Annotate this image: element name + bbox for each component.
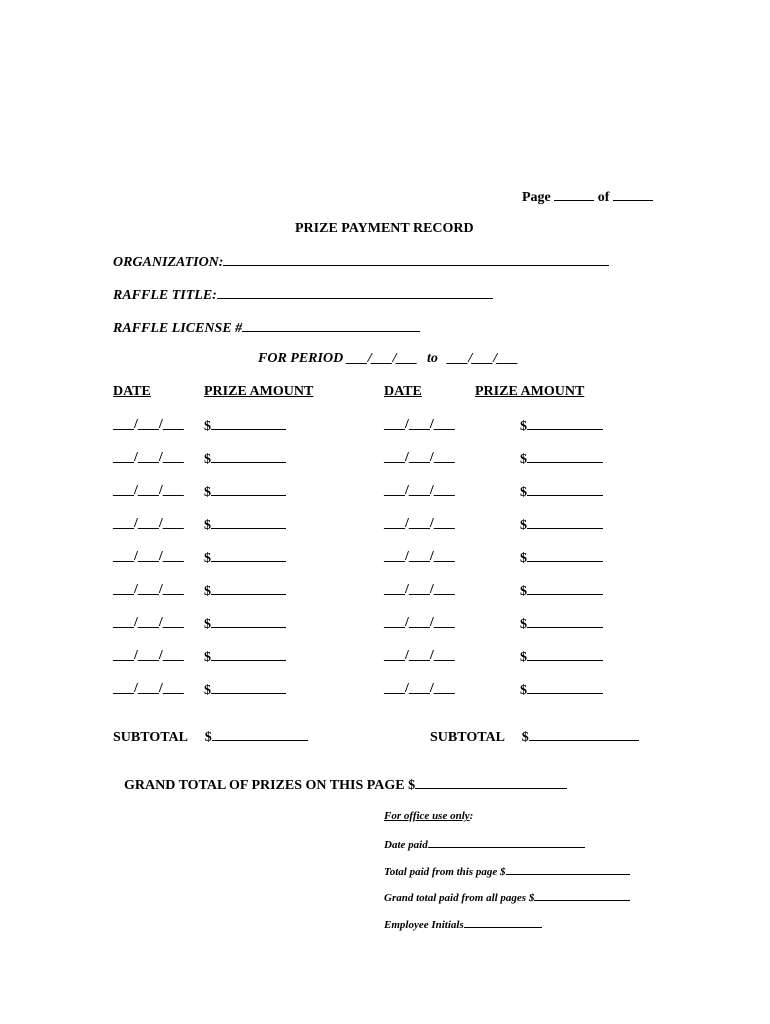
date-paid-label: Date paid — [384, 839, 428, 851]
for-period-field — [258, 351, 518, 367]
col-header-date-left: DATE — [113, 384, 151, 399]
office-use-colon: : — [469, 810, 474, 822]
table-row — [0, 648, 770, 668]
prize-amount-left — [204, 516, 286, 534]
grand-total-paid-label: Grand total paid from all pages $ — [384, 892, 535, 904]
raffle-title-blank[interactable] — [217, 286, 493, 299]
prize-amount-left — [204, 582, 286, 600]
prize-amount-left-blank[interactable] — [211, 549, 286, 562]
prize-amount-right-blank[interactable] — [527, 450, 603, 463]
dollar-sign: $ — [520, 617, 527, 632]
prize-amount-left-blank[interactable] — [211, 615, 286, 628]
total-paid-field — [384, 864, 630, 878]
prize-amount-left-blank[interactable] — [211, 516, 286, 529]
col-header-prize-right: PRIZE AMOUNT — [475, 384, 585, 399]
prize-amount-right-blank[interactable] — [527, 615, 603, 628]
date-entry-right[interactable]: ___/___/___ — [384, 549, 455, 564]
date-entry-left[interactable]: ___/___/___ — [113, 681, 184, 696]
raffle-title-field — [113, 286, 493, 304]
prize-amount-right — [520, 450, 603, 468]
table-row — [0, 483, 770, 503]
dollar-sign: $ — [520, 551, 527, 566]
prize-amount-left — [204, 450, 286, 468]
dollar-sign: $ — [204, 419, 211, 434]
prize-amount-right — [520, 681, 603, 699]
organization-field — [113, 253, 609, 271]
employee-initials-blank[interactable] — [464, 917, 542, 928]
dollar-sign: $ — [520, 452, 527, 467]
to-label: to — [426, 351, 438, 366]
raffle-license-label: RAFFLE LICENSE # — [113, 321, 243, 336]
col-header-date-right: DATE — [384, 384, 422, 399]
grand-total-line — [124, 776, 567, 794]
page-number-line — [522, 188, 653, 206]
prize-amount-left — [204, 615, 286, 633]
page-label: Page — [522, 190, 551, 205]
grand-total-paid-field — [384, 890, 630, 904]
grand-total-label: GRAND TOTAL OF PRIZES ON THIS PAGE $ — [124, 778, 416, 793]
prize-amount-right — [520, 582, 603, 600]
date-entry-right[interactable]: ___/___/___ — [384, 582, 455, 597]
of-label: of — [597, 190, 610, 205]
table-row — [0, 450, 770, 470]
table-row — [0, 615, 770, 635]
prize-amount-right — [520, 516, 603, 534]
date-entry-right[interactable]: ___/___/___ — [384, 516, 455, 531]
date-entry-left[interactable]: ___/___/___ — [113, 516, 184, 531]
dollar-sign: $ — [204, 518, 211, 533]
prize-amount-right — [520, 549, 603, 567]
page-number-blank[interactable] — [554, 188, 594, 201]
subtotal-right — [430, 728, 639, 746]
office-use-heading-text: For office use only — [384, 810, 470, 822]
date-paid-blank[interactable] — [428, 837, 585, 848]
date-entry-left[interactable]: ___/___/___ — [113, 648, 184, 663]
raffle-license-field — [113, 319, 420, 337]
prize-amount-right-blank[interactable] — [527, 549, 603, 562]
total-paid-label: Total paid from this page $ — [384, 866, 506, 878]
date-entry-right[interactable]: ___/___/___ — [384, 681, 455, 696]
dollar-sign: $ — [520, 650, 527, 665]
dollar-sign: $ — [204, 452, 211, 467]
date-entry-left[interactable]: ___/___/___ — [113, 582, 184, 597]
prize-amount-left — [204, 417, 286, 435]
prize-amount-left — [204, 549, 286, 567]
dollar-sign: $ — [520, 518, 527, 533]
organization-blank[interactable] — [223, 253, 609, 266]
subtotal-left-blank[interactable] — [212, 728, 308, 741]
subtotal-left — [113, 728, 308, 746]
table-row — [0, 417, 770, 437]
page-title: PRIZE PAYMENT RECORD — [295, 221, 474, 236]
date-paid-field — [384, 837, 585, 851]
period-end-date[interactable]: ___/___/___ — [447, 351, 519, 366]
dollar-sign: $ — [520, 419, 527, 434]
prize-amount-left-blank[interactable] — [211, 483, 286, 496]
dollar-sign: $ — [204, 584, 211, 599]
dollar-sign: $ — [204, 485, 211, 500]
date-entry-right[interactable]: ___/___/___ — [384, 450, 455, 465]
dollar-sign: $ — [204, 551, 211, 566]
dollar-sign: $ — [520, 584, 527, 599]
date-entry-right[interactable]: ___/___/___ — [384, 483, 455, 498]
prize-amount-left-blank[interactable] — [211, 681, 286, 694]
table-row — [0, 681, 770, 701]
dollar-sign: $ — [520, 485, 527, 500]
prize-amount-right-blank[interactable] — [527, 417, 603, 430]
subtotal-right-blank[interactable] — [529, 728, 639, 741]
period-start-date[interactable]: ___/___/___ — [346, 351, 418, 366]
prize-amount-right-blank[interactable] — [527, 516, 603, 529]
prize-amount-right — [520, 648, 603, 666]
date-entry-left[interactable]: ___/___/___ — [113, 549, 184, 564]
prize-amount-right-blank[interactable] — [527, 582, 603, 595]
date-entry-left[interactable]: ___/___/___ — [113, 615, 184, 630]
prize-amount-left-blank[interactable] — [211, 450, 286, 463]
prize-amount-left-blank[interactable] — [211, 648, 286, 661]
prize-amount-left-blank[interactable] — [211, 417, 286, 430]
date-entry-right[interactable]: ___/___/___ — [384, 615, 455, 630]
table-row — [0, 549, 770, 569]
table-row — [0, 582, 770, 602]
date-entry-left[interactable]: ___/___/___ — [113, 417, 184, 432]
organization-label: ORGANIZATION: — [113, 255, 224, 270]
subtotal-dollar: $ — [521, 730, 529, 745]
date-entry-right[interactable]: ___/___/___ — [384, 648, 455, 663]
office-use-heading — [384, 810, 473, 822]
prize-amount-left — [204, 483, 286, 501]
table-row — [0, 516, 770, 536]
subtotal-dollar: $ — [204, 730, 212, 745]
prize-amount-right-blank[interactable] — [527, 681, 603, 694]
prize-amount-right — [520, 483, 603, 501]
grand-total-blank[interactable] — [415, 776, 567, 789]
date-entry-left[interactable]: ___/___/___ — [113, 450, 184, 465]
dollar-sign: $ — [520, 683, 527, 698]
page-total-blank[interactable] — [613, 188, 653, 201]
prize-amount-right — [520, 417, 603, 435]
raffle-title-label: RAFFLE TITLE: — [113, 288, 217, 303]
dollar-sign: $ — [204, 683, 211, 698]
prize-amount-left-blank[interactable] — [211, 582, 286, 595]
for-period-label: FOR PERIOD — [258, 351, 344, 366]
date-entry-right[interactable]: ___/___/___ — [384, 417, 455, 432]
employee-initials-label: Employee Initials — [384, 919, 464, 931]
total-paid-blank[interactable] — [506, 864, 630, 875]
prize-amount-left — [204, 681, 286, 699]
prize-amount-right-blank[interactable] — [527, 648, 603, 661]
dollar-sign: $ — [204, 617, 211, 632]
prize-amount-right-blank[interactable] — [527, 483, 603, 496]
subtotal-label: SUBTOTAL — [113, 730, 188, 745]
raffle-license-blank[interactable] — [242, 319, 420, 332]
grand-total-paid-blank[interactable] — [534, 890, 630, 901]
prize-amount-left — [204, 648, 286, 666]
col-header-prize-left: PRIZE AMOUNT — [204, 384, 314, 399]
employee-initials-field — [384, 917, 542, 931]
prize-amount-right — [520, 615, 603, 633]
dollar-sign: $ — [204, 650, 211, 665]
date-entry-left[interactable]: ___/___/___ — [113, 483, 184, 498]
subtotal-label: SUBTOTAL — [430, 730, 505, 745]
